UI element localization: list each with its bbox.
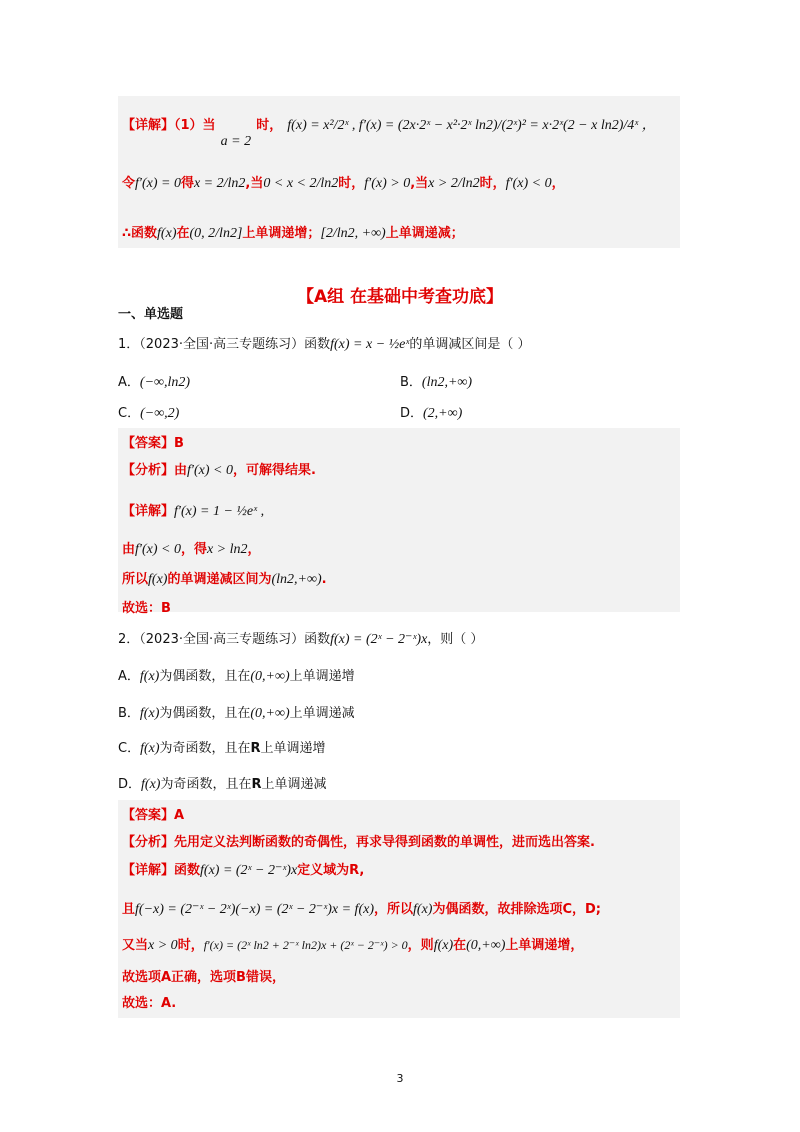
text: 时， xyxy=(479,176,506,191)
math: f(x) xyxy=(148,572,168,587)
math: (−∞,ln2) xyxy=(139,375,191,390)
text: 时， xyxy=(338,176,365,191)
math: f′(x) < 0 xyxy=(187,463,233,478)
math: (ln2,+∞) xyxy=(271,572,322,587)
text: C． xyxy=(118,741,141,756)
text: 上单调递增 xyxy=(260,741,326,756)
q2-answer: 【答案】A xyxy=(122,808,185,823)
math: x > ln2 xyxy=(206,542,248,557)
math: f′(x) < 0 xyxy=(505,176,552,191)
section-label: 一、单选题 xyxy=(118,307,184,322)
detail-label: 【详解】（1）当 xyxy=(122,118,216,133)
math: (ln2,+∞) xyxy=(421,375,473,390)
text: B． xyxy=(400,375,422,390)
math: 0 < x < 2/ln2 xyxy=(263,176,339,191)
math: f′(x) < 0 xyxy=(135,542,181,557)
q2-option-c xyxy=(118,737,326,757)
text: 又当 xyxy=(122,938,149,953)
q2-detail xyxy=(122,859,364,879)
text: 得 xyxy=(180,176,194,191)
text: 定义域为R, xyxy=(297,863,365,878)
text: 的单调减区间是（ ） xyxy=(409,337,531,352)
text: D． xyxy=(400,406,424,421)
text: A． xyxy=(118,375,140,390)
math: (0,+∞) xyxy=(250,706,290,721)
text: ， xyxy=(551,176,565,191)
math: f(−x) = (2⁻ˣ − 2ˣ)(−x) = (2ˣ − 2⁻ˣ)x = f(x) xyxy=(135,902,374,917)
text: 上单调递减 xyxy=(261,777,327,792)
text: 为偶函数，且在 xyxy=(159,669,251,684)
math: x > 2/ln2 xyxy=(428,176,480,191)
text: . xyxy=(321,572,327,587)
text: 时， xyxy=(177,938,204,953)
q2-analysis: 【分析】先用定义法判断函数的奇偶性，再求导得到函数的单调性，进而选出答案. xyxy=(122,835,595,850)
text: 且 xyxy=(122,902,136,917)
q1-choose: 故选：B xyxy=(122,601,171,616)
text: 【详解】函数 xyxy=(122,863,201,878)
text: 为偶函数，且在 xyxy=(159,706,251,721)
q2-line-5: 故选：A. xyxy=(122,996,177,1011)
text: 上单调递增； xyxy=(242,226,321,241)
text: 上单调递减； xyxy=(385,226,464,241)
text: 在 xyxy=(453,938,467,953)
math: (0,+∞) xyxy=(250,669,290,684)
math: f′(x) = (2ˣ ln2 + 2⁻ˣ ln2)x + (2ˣ − 2⁻ˣ) > 0 xyxy=(203,938,408,952)
section-title: 【A组 在基础中考查功底】 xyxy=(296,287,504,307)
math: f(x) xyxy=(433,938,454,953)
derivative-math: f(x) = x²/2ˣ , f′(x) = (2x·2ˣ − x²·2ˣ ln2)/(2ˣ)² = x·2ˣ(2 − x ln2)/4ˣ ， xyxy=(287,118,656,133)
text: C． xyxy=(118,406,141,421)
text: 上单调递增 xyxy=(289,669,355,684)
math: f′(x) > 0 xyxy=(364,176,411,191)
math: f′(x) = 1 − ½eˣ , xyxy=(174,504,265,519)
text: 所以 xyxy=(122,572,149,587)
q1-answer: 【答案】B xyxy=(122,436,184,451)
math: (−∞,2) xyxy=(140,406,180,421)
text: ，则（ ） xyxy=(427,632,484,647)
text: 【详解】 xyxy=(122,504,175,519)
text: ，得 xyxy=(180,542,207,557)
text: 【分析】由 xyxy=(122,463,188,478)
text: R xyxy=(250,741,261,756)
math: f′(x) = 0 xyxy=(135,176,181,191)
text: ， xyxy=(247,542,261,557)
math: f(x) = (2ˣ − 2⁻ˣ)x xyxy=(330,632,428,647)
text: ，可解得结果. xyxy=(232,463,316,478)
q1-option-c xyxy=(118,402,179,422)
math: (0, 2/ln2] xyxy=(189,226,243,241)
condition-math: a = 2 xyxy=(220,134,252,149)
text: B． xyxy=(118,706,140,721)
text: 上单调递减 xyxy=(289,706,355,721)
text: 的单调递减区间为 xyxy=(167,572,272,587)
math: f(x) = x − ½eˣ xyxy=(330,337,410,352)
text: D． xyxy=(118,777,142,792)
math: x > 0 xyxy=(148,938,178,953)
text: ,当 xyxy=(410,176,429,191)
q2-option-b xyxy=(118,702,355,722)
page-number: 3 xyxy=(396,1072,404,1085)
text: R xyxy=(251,777,262,792)
text: 1．（2023·全国·高三专题练习）函数 xyxy=(118,337,331,352)
top-solution-line-2 xyxy=(122,172,565,192)
text: 为奇函数，且在 xyxy=(159,741,251,756)
q1-option-a xyxy=(118,371,190,391)
q2-option-a xyxy=(118,665,355,685)
math: x = 2/ln2 xyxy=(193,176,246,191)
q1-step-1 xyxy=(122,538,261,558)
math: f(x) xyxy=(139,669,160,684)
text: ∴函数 xyxy=(122,226,158,241)
q1-option-d xyxy=(400,402,462,422)
top-solution-line-3 xyxy=(122,222,464,242)
text: ，则 xyxy=(407,938,434,953)
math: (2,+∞) xyxy=(423,406,463,421)
math: f(x) xyxy=(140,741,160,756)
math: (0,+∞) xyxy=(466,938,506,953)
text: 上单调递增， xyxy=(505,938,584,953)
math: f(x) xyxy=(157,226,177,241)
q2-line-4: 故选项A正确，选项B错误， xyxy=(122,970,285,985)
text: 由 xyxy=(122,542,136,557)
q1-step-2 xyxy=(122,568,327,588)
text: 2．（2023·全国·高三专题练习）函数 xyxy=(118,632,331,647)
text-time: 时， xyxy=(256,118,283,133)
math: f(x) xyxy=(139,706,160,721)
math: f(x) xyxy=(413,902,433,917)
text: A． xyxy=(118,669,140,684)
math: [2/ln2, +∞) xyxy=(320,226,386,241)
q2-line-3 xyxy=(122,934,583,954)
q2-line-2 xyxy=(122,898,601,918)
q1-stem xyxy=(118,333,530,353)
math: f(x) xyxy=(141,777,161,792)
q2-stem xyxy=(118,628,483,648)
q2-option-d xyxy=(118,773,327,793)
text: 为奇函数，且在 xyxy=(160,777,252,792)
text: 在 xyxy=(176,226,190,241)
top-solution-line-1 xyxy=(122,114,656,149)
text: 令 xyxy=(122,176,136,191)
q1-option-b xyxy=(400,371,472,391)
math: f(x) = (2ˣ − 2⁻ˣ)x xyxy=(200,863,298,878)
text: ，所以 xyxy=(374,902,414,917)
q1-detail xyxy=(122,500,264,520)
text: 为偶函数，故排除选项C，D; xyxy=(432,902,601,917)
q1-analysis xyxy=(122,459,316,479)
text: ,当 xyxy=(245,176,264,191)
